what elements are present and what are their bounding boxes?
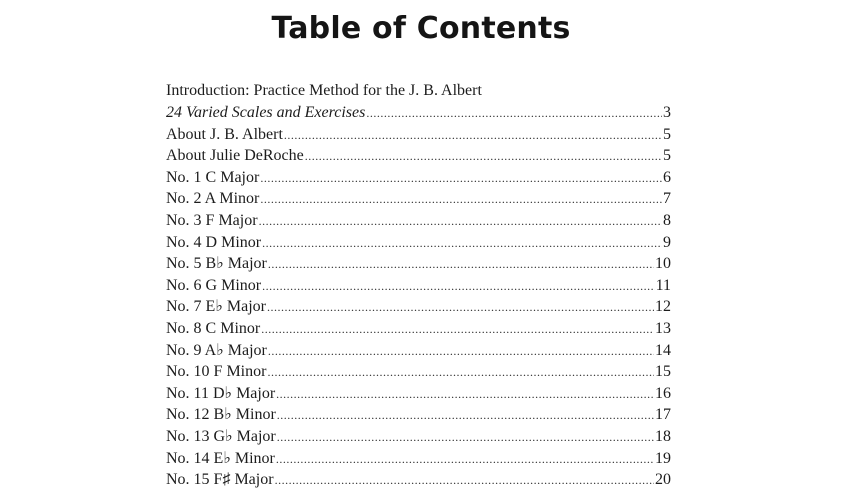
dot-leader xyxy=(259,211,662,233)
toc-entry-page-number: 16 xyxy=(655,384,671,402)
dot-leader xyxy=(262,233,662,255)
toc-entry-page-number: 6 xyxy=(663,168,671,186)
dot-leader xyxy=(284,125,662,147)
dot-leader xyxy=(260,189,662,211)
dot-leader xyxy=(267,297,654,319)
toc-entry-title: 24 Varied Scales and Exercises xyxy=(166,104,366,121)
toc-entry xyxy=(166,383,671,405)
toc-entry xyxy=(166,426,671,448)
toc-entry-title: No. 6 G Minor xyxy=(166,276,262,294)
toc-entry xyxy=(166,102,671,124)
toc-entry-page-number: 9 xyxy=(663,233,671,251)
toc-list xyxy=(166,80,671,491)
toc-entry xyxy=(166,253,671,275)
toc-entry xyxy=(166,167,671,189)
toc-entry xyxy=(166,145,671,167)
toc-entry-title: No. 2 A Minor xyxy=(166,190,260,208)
toc-entry-page-number: 19 xyxy=(655,449,671,467)
toc-entry-page-number: 15 xyxy=(655,363,671,381)
toc-entry xyxy=(166,361,671,383)
dot-leader xyxy=(267,362,654,384)
page-title: Table of Contents xyxy=(271,11,571,46)
toc-entry xyxy=(166,124,671,146)
toc-entry-title: No. 15 F♯ Major xyxy=(166,471,274,489)
toc-entry-page-number: 10 xyxy=(655,255,671,273)
toc-entry-title: No. 5 B♭ Major xyxy=(166,255,267,273)
dot-leader xyxy=(262,276,654,298)
toc-entry-page-number: 8 xyxy=(663,211,671,229)
toc-entry-page-number: 14 xyxy=(655,341,671,359)
toc-intro-line: Introduction: Practice Method for the J. B. Albert xyxy=(166,82,482,99)
toc-entry-page-number: 7 xyxy=(663,190,671,208)
dot-leader xyxy=(268,341,654,363)
toc-entry-page-number: 17 xyxy=(655,406,671,424)
toc-entry-page-number: 18 xyxy=(655,427,671,445)
toc-entry-page-number: 13 xyxy=(655,319,671,337)
dot-leader xyxy=(366,103,662,125)
dot-leader xyxy=(277,427,654,449)
dot-leader xyxy=(276,449,654,471)
toc-entry-page-number: 5 xyxy=(663,125,671,143)
toc-entry-title: No. 3 F Major xyxy=(166,211,258,229)
dot-leader xyxy=(305,146,662,168)
toc-entries xyxy=(166,102,671,491)
toc-entry xyxy=(166,448,671,470)
dot-leader xyxy=(277,405,654,427)
toc-entry xyxy=(166,318,671,340)
toc-entry-title: No. 7 E♭ Major xyxy=(166,298,266,316)
toc-entry-title: No. 9 A♭ Major xyxy=(166,341,267,359)
toc-entry xyxy=(166,275,671,297)
toc-entry-page-number: 5 xyxy=(663,147,671,165)
toc-entry-title: No. 4 D Minor xyxy=(166,233,262,251)
toc-entry-title: No. 14 E♭ Minor xyxy=(166,449,275,467)
toc-entry-title: No. 12 B♭ Minor xyxy=(166,406,276,424)
dot-leader xyxy=(261,319,654,341)
toc-entry-page-number: 12 xyxy=(655,298,671,316)
toc-entry xyxy=(166,210,671,232)
toc-entry-title: About Julie DeRoche xyxy=(166,147,304,165)
dot-leader xyxy=(268,254,654,276)
toc-entry-title: No. 8 C Minor xyxy=(166,319,261,337)
toc-entry xyxy=(166,404,671,426)
toc-entry xyxy=(166,296,671,318)
toc-entry-title: No. 1 C Major xyxy=(166,168,260,186)
toc-entry xyxy=(166,188,671,210)
toc-entry-title: About J. B. Albert xyxy=(166,125,283,143)
toc-entry-title: No. 13 G♭ Major xyxy=(166,427,276,445)
toc-entry-title: No. 11 D♭ Major xyxy=(166,384,276,402)
toc-entry xyxy=(166,232,671,254)
toc-entry xyxy=(166,340,671,362)
dot-leader xyxy=(275,470,654,492)
dot-leader xyxy=(276,384,654,406)
toc-entry-page-number: 20 xyxy=(655,471,671,489)
dot-leader xyxy=(260,168,662,190)
toc-entry-title: No. 10 F Minor xyxy=(166,363,267,381)
toc-entry-page-number: 11 xyxy=(655,276,671,294)
toc-entry-page-number: 3 xyxy=(663,104,671,121)
toc-entry xyxy=(166,469,671,491)
